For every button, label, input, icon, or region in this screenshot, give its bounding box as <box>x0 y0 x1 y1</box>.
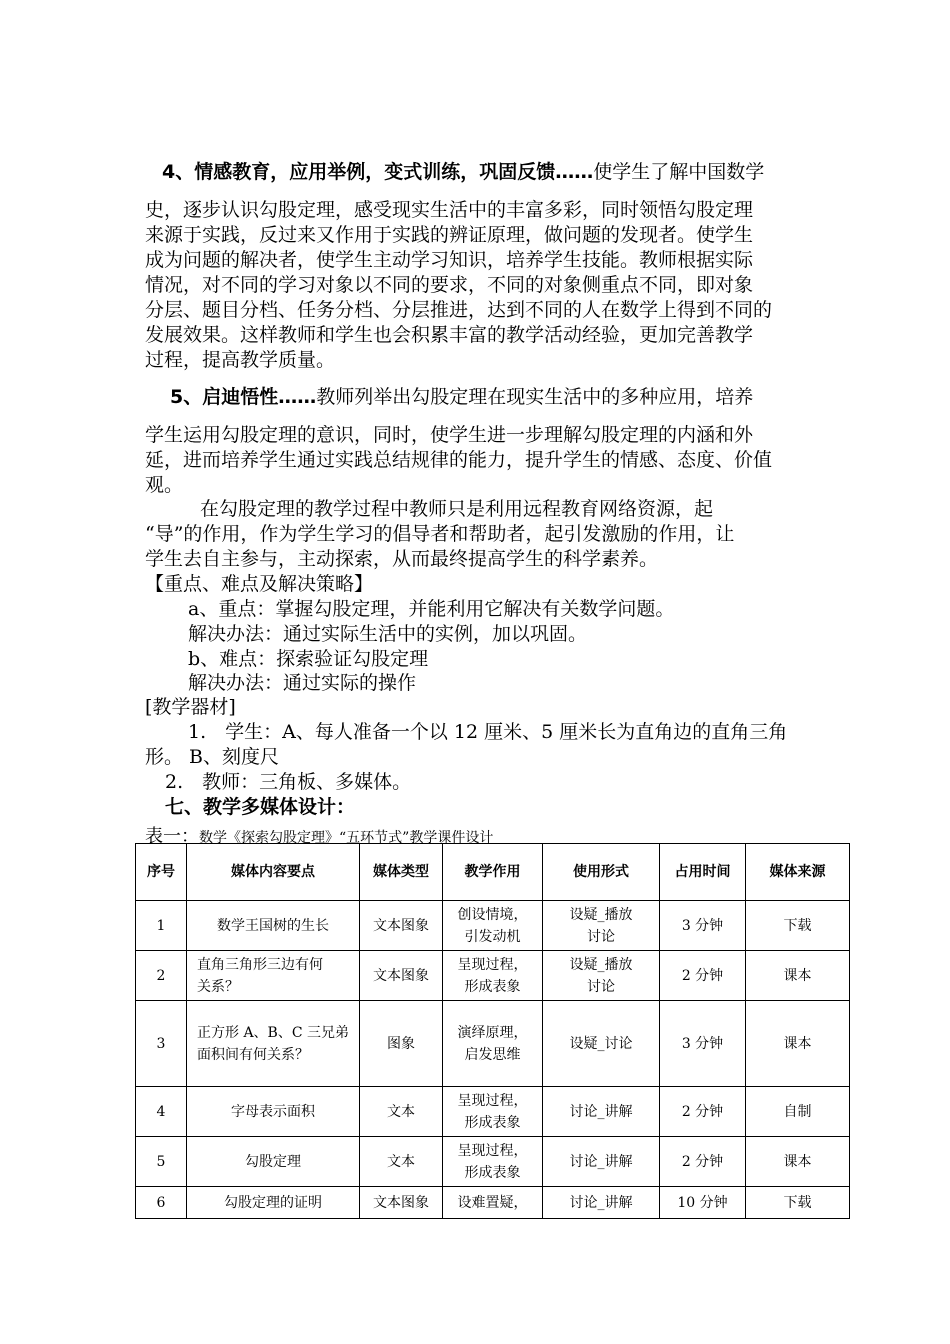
section4-line: 过程，提高教学质量。 <box>145 349 336 371</box>
section4-first-line <box>162 160 852 184</box>
cell-role: 演绎原理， 启发思维 <box>443 1001 543 1087</box>
section4-lead: 使学生了解中国数学 <box>593 161 765 183</box>
section4-line: 史，逐步认识勾股定理，感受现实生活中的丰富多彩，同时领悟勾股定理 <box>145 199 754 221</box>
cell-form: 设疑_讨论 <box>543 1001 660 1087</box>
keypoints-title: 【重点、难点及解决策略】 <box>145 573 374 595</box>
header-time: 占用时间 <box>660 844 746 901</box>
paragraph-line: “导”的作用，作为学生学习的倡导者和帮助者，起引发激励的作用，让 <box>145 523 735 545</box>
cell-source: 课本 <box>746 1137 850 1187</box>
section5-line: 观。 <box>145 474 184 496</box>
cell-source: 课本 <box>746 951 850 1001</box>
table-row <box>136 1087 850 1137</box>
cell-role: 呈现过程， 形成表象 <box>443 1087 543 1137</box>
section5-heading: 5、启迪悟性…… <box>170 386 317 408</box>
section4-line: 成为问题的解决者，使学生主动学习知识，培养学生技能。教师根据实际 <box>145 249 754 271</box>
cell-type: 文本 <box>360 1087 443 1137</box>
cell-role: 设难置疑， <box>443 1187 543 1219</box>
cell-no: 6 <box>136 1187 187 1219</box>
section5-line: 延，进而培养学生通过实践总结规律的能力，提升学生的情感、态度、价值 <box>145 449 773 471</box>
cell-content: 勾股定理 <box>187 1137 360 1187</box>
keypoint-b: b、难点：探索验证勾股定理 <box>188 648 429 670</box>
cell-form: 讨论_讲解 <box>543 1087 660 1137</box>
cell-type: 文本 <box>360 1137 443 1187</box>
cell-form: 设疑_播放 讨论 <box>543 951 660 1001</box>
header-content: 媒体内容要点 <box>187 844 360 901</box>
header-no: 序号 <box>136 844 187 901</box>
header-form: 使用形式 <box>543 844 660 901</box>
multimedia-design-table <box>135 843 850 1219</box>
cell-type: 文本图象 <box>360 901 443 951</box>
keypoint-b-solution: 解决办法：通过实际的操作 <box>188 672 417 694</box>
cell-source: 下载 <box>746 1187 850 1219</box>
equipment-item-2: 2. 教师：三角板、多媒体。 <box>165 771 412 793</box>
table-row <box>136 1137 850 1187</box>
cell-content: 直角三角形三边有何 关系？ <box>187 951 360 1001</box>
header-role: 教学作用 <box>443 844 543 901</box>
cell-no: 5 <box>136 1137 187 1187</box>
cell-time: 2 分钟 <box>660 1137 746 1187</box>
cell-content: 数学王国树的生长 <box>187 901 360 951</box>
equipment-item-1: 1. 学生：A、每人准备一个以 12 厘米、5 厘米长为直角边的直角三角 <box>188 721 788 743</box>
section4-heading: 4、情感教育，应用举例，变式训练，巩固反馈…… <box>162 161 594 183</box>
cell-time: 3 分钟 <box>660 901 746 951</box>
cell-content: 勾股定理的证明 <box>187 1187 360 1219</box>
cell-type: 图象 <box>360 1001 443 1087</box>
section5-line: 学生运用勾股定理的意识，同时，使学生进一步理解勾股定理的内涵和外 <box>145 424 754 446</box>
table-caption-prefix: 表一： <box>145 826 199 847</box>
section5-first-line <box>170 385 852 409</box>
table-row <box>136 901 850 951</box>
cell-time: 2 分钟 <box>660 1087 746 1137</box>
cell-form: 讨论_讲解 <box>543 1187 660 1219</box>
cell-role: 呈现过程， 形成表象 <box>443 951 543 1001</box>
header-source: 媒体来源 <box>746 844 850 901</box>
section4-line: 来源于实践，反过来又作用于实践的辨证原理，做问题的发现者。使学生 <box>145 224 754 246</box>
cell-no: 4 <box>136 1087 187 1137</box>
cell-content: 字母表示面积 <box>187 1087 360 1137</box>
cell-form: 讨论_讲解 <box>543 1137 660 1187</box>
table-caption-text: 数学《探索勾股定理》“五环节式”教学课件设计 <box>199 830 494 846</box>
equipment-item-1-cont: 形。 B、刻度尺 <box>145 746 280 768</box>
equipment-title: [教学器材] <box>145 696 236 718</box>
section7-heading: 七、教学多媒体设计： <box>165 796 356 818</box>
section4-line: 情况，对不同的学习对象以不同的要求，不同的对象侧重点不同，即对象 <box>145 274 754 296</box>
section4-line: 分层、题目分档、任务分档、分层推进，达到不同的人在数学上得到不同的 <box>145 299 773 321</box>
paragraph-line: 学生去自主参与，主动探索，从而最终提高学生的科学素养。 <box>145 548 659 570</box>
section5-lead: 教师列举出勾股定理在现实生活中的多种应用，培养 <box>316 386 754 408</box>
header-type: 媒体类型 <box>360 844 443 901</box>
cell-source: 下载 <box>746 901 850 951</box>
cell-no: 2 <box>136 951 187 1001</box>
cell-time: 2 分钟 <box>660 951 746 1001</box>
table-row <box>136 1001 850 1087</box>
table-header-row <box>136 844 850 901</box>
cell-role: 创设情境， 引发动机 <box>443 901 543 951</box>
cell-role: 呈现过程， 形成表象 <box>443 1137 543 1187</box>
cell-source: 课本 <box>746 1001 850 1087</box>
keypoint-a-solution: 解决办法：通过实际生活中的实例，加以巩固。 <box>188 623 588 645</box>
cell-type: 文本图象 <box>360 1187 443 1219</box>
cell-type: 文本图象 <box>360 951 443 1001</box>
cell-form: 设疑_播放 讨论 <box>543 901 660 951</box>
cell-source: 自制 <box>746 1087 850 1137</box>
cell-no: 3 <box>136 1001 187 1087</box>
keypoint-a: a、重点：掌握勾股定理，并能利用它解决有关数学问题。 <box>188 598 675 620</box>
table-row <box>136 951 850 1001</box>
cell-time: 10 分钟 <box>660 1187 746 1219</box>
table-row <box>136 1187 850 1219</box>
cell-time: 3 分钟 <box>660 1001 746 1087</box>
cell-no: 1 <box>136 901 187 951</box>
section4-line: 发展效果。这样教师和学生也会积累丰富的教学活动经验，更加完善教学 <box>145 324 754 346</box>
paragraph-line: 在勾股定理的教学过程中教师只是利用远程教育网络资源，起 <box>200 498 714 520</box>
cell-content: 正方形 A、B、C 三兄弟 面积间有何关系？ <box>187 1001 360 1087</box>
